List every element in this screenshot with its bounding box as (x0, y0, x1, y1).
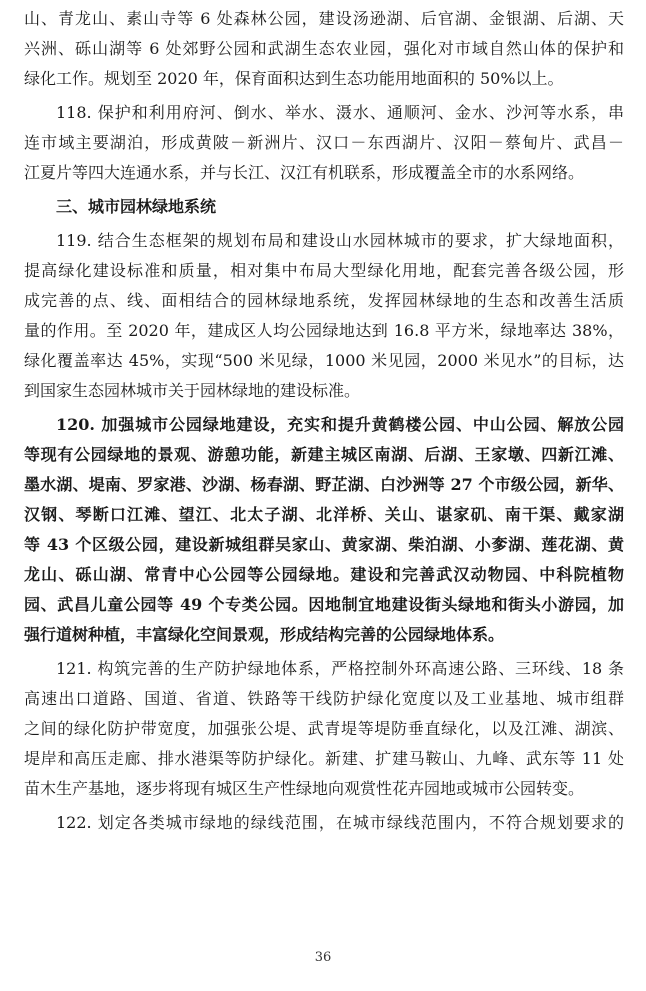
page-number: 36 (314, 950, 332, 965)
text-line: 之间的绿化防护带宽度，加强张公堤、武青堤等堤防垂直绿化，以及江滩、湖滨、 (24, 719, 624, 738)
text-line: 绿化工作。规划至 2020 年，保育面积达到生态功能用地面积的 50%以上。 (24, 69, 564, 88)
text-line: 山、青龙山、素山寺等 6 处森林公园，建设汤逊湖、后官湖、金银湖、后湖、天 (24, 9, 624, 28)
text-line: 提高绿化建设标准和质量，相对集中布局大型绿化用地，配套完善各级公园，形 (24, 261, 624, 280)
text-line: 122. 划定各类城市绿地的绿线范围，在城市绿线范围内，不符合规划要求的 (56, 813, 624, 832)
text-line: 120. 加强城市公园绿地建设，充实和提升黄鹤楼公园、中山公园、解放公园 (56, 415, 624, 434)
section-heading: 三、城市园林绿地系统 (56, 197, 217, 216)
text-line: 堤岸和高压走廊、排水港渠等防护绿化。新建、扩建马鞍山、九峰、武东等 11 处 (24, 749, 624, 768)
text-line: 连市域主要湖泊，形成黄陂－新洲片、汉口－东西湖片、汉阳－蔡甸片、武昌－ (24, 133, 624, 152)
text-line: 量的作用。至 2020 年，建成区人均公园绿地达到 16.8 平方米，绿地率达 38%， (24, 321, 624, 340)
text-line: 兴洲、砾山湖等 6 处郊野公园和武湖生态农业园，强化对市域自然山体的保护和 (24, 39, 624, 58)
text-line: 龙山、砾山湖、常青中心公园等公园绿地。建设和完善武汉动物园、中科院植物 (24, 565, 624, 584)
text-line: 汉钢、琴断口江滩、望江、北太子湖、北洋桥、关山、谌家矶、南干渠、戴家湖 (24, 505, 624, 524)
text-line: 高速出口道路、国道、省道、铁路等干线防护绿化宽度以及工业基地、城市组群 (24, 689, 624, 708)
text-line: 等现有公园绿地的景观、游憩功能，新建主城区南湖、后湖、王家墩、四新江滩、 (24, 445, 624, 464)
text-line: 118. 保护和利用府河、倒水、举水、滠水、通顺河、金水、沙河等水系，串 (56, 103, 624, 122)
text-line: 园、武昌儿童公园等 49 个专类公园。因地制宜地建设街头绿地和街头小游园，加 (24, 595, 624, 614)
text-line: 苗木生产基地，逐步将现有城区生产性绿地向观赏性花卉园地或城市公园转变。 (24, 779, 585, 798)
text-line: 到国家生态园林城市关于园林绿地的建设标准。 (24, 381, 361, 400)
text-line: 119. 结合生态框架的规划布局和建设山水园林城市的要求，扩大绿地面积， (56, 231, 624, 250)
text-line: 等 43 个区级公园，建设新城组群吴家山、黄家湖、柴泊湖、小奓湖、莲花湖、黄 (24, 535, 624, 554)
text-line: 121. 构筑完善的生产防护绿地体系，严格控制外环高速公路、三环线、18 条 (56, 659, 624, 678)
text-line: 江夏片等四大连通水系，并与长江、汉江有机联系，形成覆盖全市的水系网络。 (24, 163, 585, 182)
text-line: 绿化覆盖率达 45%，实现“500 米见绿，1000 米见园，2000 米见水”的目标，达 (24, 351, 624, 370)
document-body (24, 4, 624, 838)
text-line: 成完善的点、线、面相结合的园林绿地系统，发挥园林绿地的生态和改善生活质 (24, 291, 624, 310)
text-line: 强行道树种植，丰富绿化空间景观，形成结构完善的公园绿地体系。 (24, 625, 505, 644)
text-line: 墨水湖、堤南、罗家港、沙湖、杨春湖、野芷湖、白沙洲等 27 个市级公园，新华、 (24, 475, 624, 494)
